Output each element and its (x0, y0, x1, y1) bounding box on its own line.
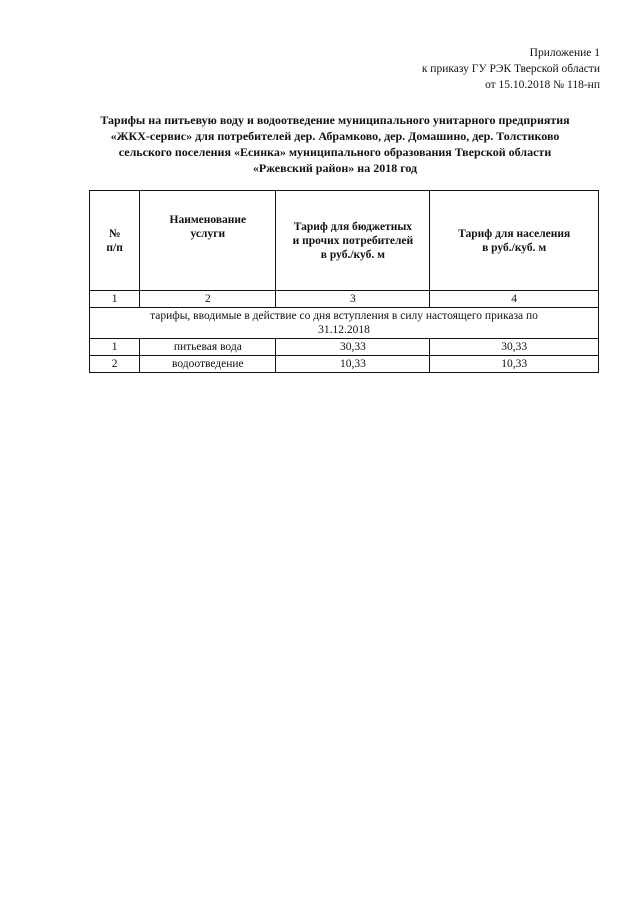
tariff-table (89, 190, 599, 373)
header-budget-tariff: Тариф для бюджетных и прочих потребителей в руб./куб. м (276, 191, 430, 291)
title-line-3: сельского поселения «Есинка» муниципального образования Тверской области (118, 145, 552, 159)
budget-tariff: 10,33 (276, 356, 430, 373)
service-name: водоотведение (140, 356, 276, 373)
budget-tariff: 30,33 (276, 339, 430, 356)
table-row (90, 339, 599, 356)
document-title (70, 112, 600, 176)
appendix-line-2: к приказу ГУ РЭК Тверской области (421, 63, 600, 75)
section-header: тарифы, вводимые в действие со дня вступления в силу настоящего приказа по 31.12.2018 (90, 308, 599, 339)
appendix-reference (280, 45, 600, 93)
population-tariff: 30,33 (430, 339, 599, 356)
table-header-row (90, 191, 599, 291)
column-number: 3 (276, 291, 430, 308)
header-population-tariff: Тариф для населения в руб./куб. м (430, 191, 599, 291)
title-line-4: «Ржевский район» на 2018 год (252, 161, 418, 175)
header-number: № п/п (90, 191, 140, 291)
row-number: 2 (90, 356, 140, 373)
service-name: питьевая вода (140, 339, 276, 356)
appendix-line-1: Приложение 1 (529, 47, 600, 59)
column-number-row (90, 291, 599, 308)
appendix-line-3: от 15.10.2018 № 118-нп (485, 79, 600, 91)
population-tariff: 10,33 (430, 356, 599, 373)
title-line-2: «ЖКХ-сервис» для потребителей дер. Абрамково, дер. Домашино, дер. Толстиково (110, 129, 560, 143)
table-row (90, 356, 599, 373)
column-number: 1 (90, 291, 140, 308)
header-service-name: Наименование услуги (140, 191, 276, 291)
section-header-row (90, 308, 599, 339)
column-number: 4 (430, 291, 599, 308)
column-number: 2 (140, 291, 276, 308)
title-line-1: Тарифы на питьевую воду и водоотведение муниципального унитарного предприятия (100, 113, 570, 127)
row-number: 1 (90, 339, 140, 356)
